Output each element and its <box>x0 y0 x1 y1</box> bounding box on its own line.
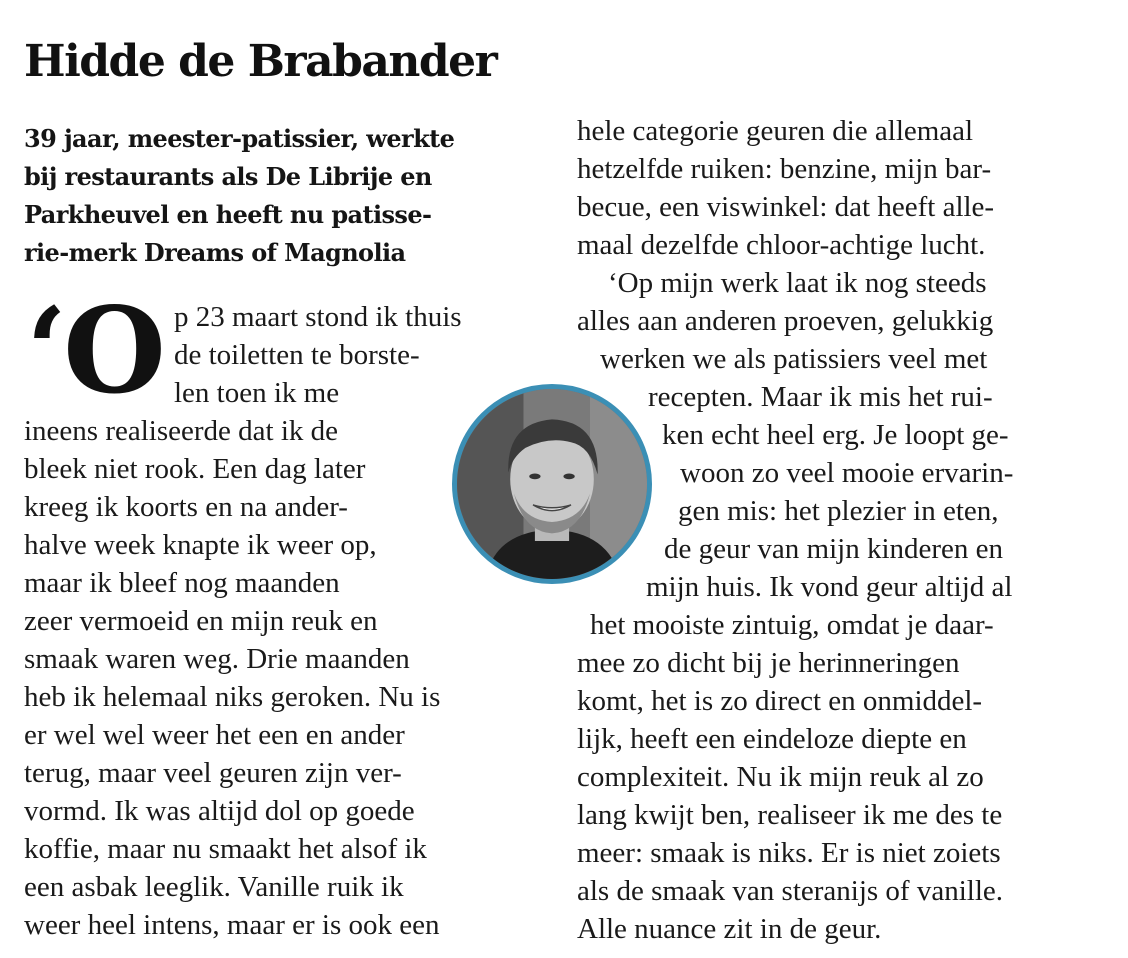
body-line: maal dezelfde chloor-achtige lucht. <box>577 229 986 261</box>
intro-line: bij restaurants als De Librije en <box>24 162 432 191</box>
body-line: lang kwijt ben, realiseer ik me des te <box>577 799 1003 831</box>
body-line: als de smaak van steranijs of vanille. <box>577 875 1004 907</box>
portrait-image <box>457 389 647 579</box>
article-intro <box>24 120 544 272</box>
body-line: een asbak leeglik. Vanille ruik ik <box>24 871 404 903</box>
body-line: de geur van mijn kinderen en <box>664 533 1004 565</box>
article-title: Hidde de Brabander <box>24 36 497 87</box>
body-line: vormd. Ik was altijd dol op goede <box>24 795 415 827</box>
body-line: kreeg ik koorts en na ander- <box>24 491 348 523</box>
body-line: lijk, heeft een eindeloze diepte en <box>577 723 967 755</box>
body-line: het mooiste zintuig, omdat je daar- <box>590 609 994 641</box>
body-line: mijn huis. Ik vond geur altijd al <box>646 571 1013 603</box>
body-line: complexiteit. Nu ik mijn reuk al zo <box>577 761 984 793</box>
body-line: len toen ik me <box>174 377 340 409</box>
body-line: p 23 maart stond ik thuis <box>174 301 462 333</box>
body-line: recepten. Maar ik mis het rui- <box>648 381 993 413</box>
body-line: halve week knapte ik weer op, <box>24 529 377 561</box>
body-line: hetzelfde ruiken: benzine, mijn bar- <box>577 153 992 185</box>
body-line: er wel wel weer het een en ander <box>24 719 405 751</box>
body-line: ‘Op mijn werk laat ik nog steeds <box>608 267 987 299</box>
body-line: meer: smaak is niks. Er is niet zoiets <box>577 837 1001 869</box>
body-line: smaak waren weg. Drie maanden <box>24 643 410 675</box>
body-line: hele categorie geuren die allemaal <box>577 115 974 147</box>
body-line: bleek niet rook. Een dag later <box>24 453 366 485</box>
portrait-photo <box>452 384 652 584</box>
body-line: terug, maar veel geuren zijn ver- <box>24 757 402 789</box>
body-line: gen mis: het plezier in eten, <box>678 495 999 527</box>
body-line: komt, het is zo direct en onmiddel- <box>577 685 983 717</box>
intro-line: rie-merk Dreams of Magnolia <box>24 238 406 267</box>
body-line: ineens realiseerde dat ik de <box>24 415 339 447</box>
body-line: becue, een viswinkel: dat heeft alle- <box>577 191 995 223</box>
body-line: koffie, maar nu smaakt het alsof ik <box>24 833 427 865</box>
body-line: zeer vermoeid en mijn reuk en <box>24 605 378 637</box>
body-line: Alle nuance zit in de geur. <box>577 913 882 945</box>
intro-line: Parkheuvel en heeft nu patisse- <box>24 200 432 229</box>
body-line: alles aan anderen proeven, gelukkig <box>577 305 994 337</box>
body-line: ken echt heel erg. Je loopt ge- <box>662 419 1009 451</box>
intro-line: 39 jaar, meester-patissier, werkte <box>24 124 455 153</box>
body-line: werken we als patissiers veel met <box>600 343 988 375</box>
body-line: mee zo dicht bij je herinneringen <box>577 647 960 679</box>
body-line: heb ik helemaal niks geroken. Nu is <box>24 681 441 713</box>
body-line: woon zo veel mooie ervarin- <box>680 457 1014 489</box>
body-line: maar ik bleef nog maanden <box>24 567 340 599</box>
body-line: weer heel intens, maar er is ook een <box>24 909 440 941</box>
drop-cap: ‘O <box>26 281 162 420</box>
body-line: de toiletten te borste- <box>174 339 420 371</box>
